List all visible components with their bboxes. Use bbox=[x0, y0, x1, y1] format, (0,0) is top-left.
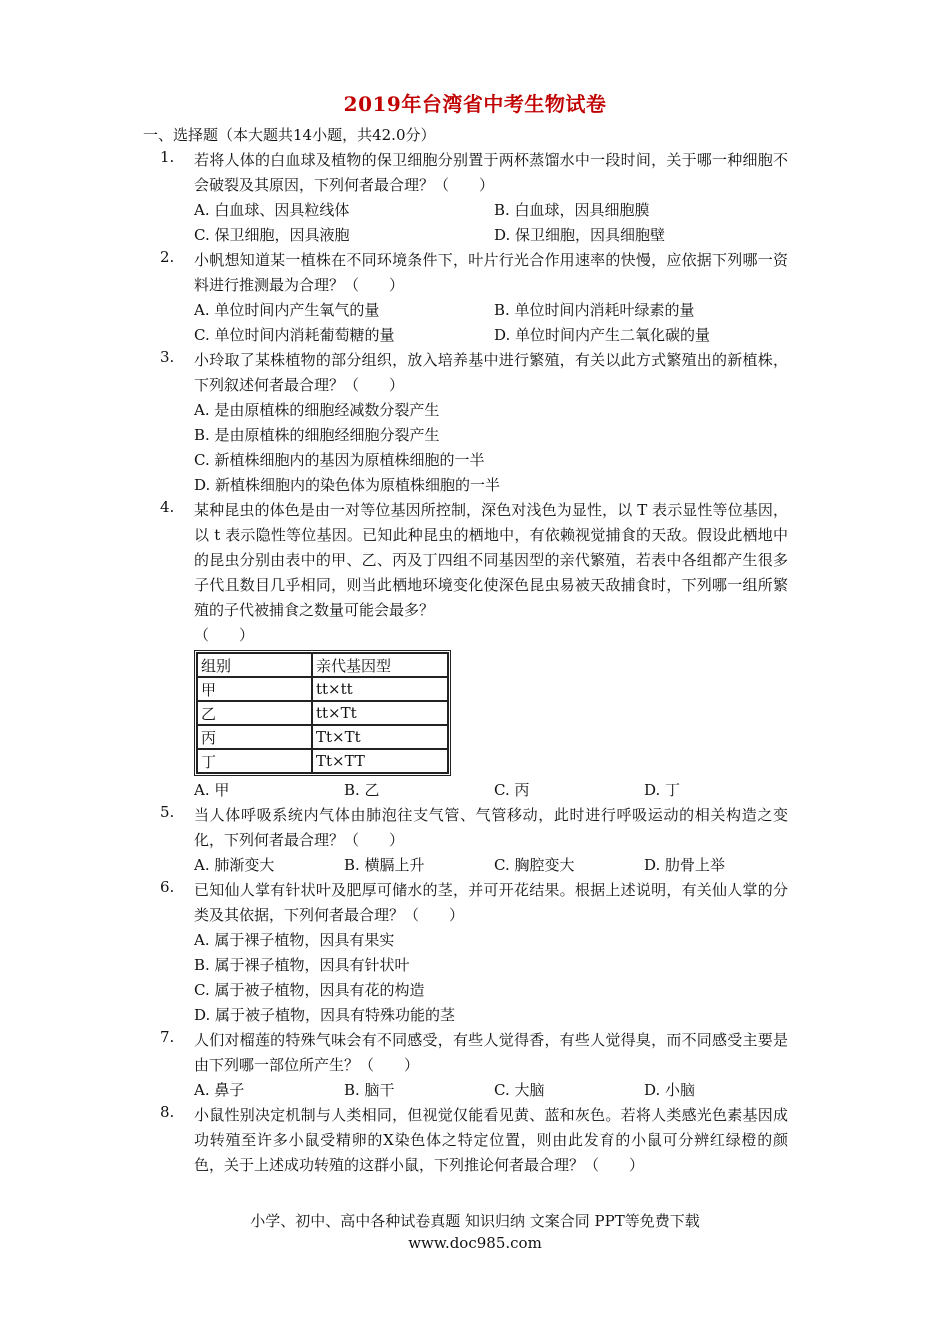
option-c: C. 胸腔变大 bbox=[494, 856, 575, 874]
question-number: 6. bbox=[160, 878, 175, 896]
option-a: A. 属于裸子植物，因具有果实 bbox=[194, 931, 395, 949]
question-stem: 小鼠性别决定机制与人类相同，但视觉仅能看见黄、蓝和灰色。若将人类感光色素基因成功转殖至许多小鼠受精卵的X染色体之特定位置，则由此发育的小鼠可分辨红绿橙的颜色，关于上述成功转殖的这群小鼠，下列推论何者最合理？（ ） bbox=[194, 1106, 788, 1174]
table-header-row bbox=[197, 653, 448, 677]
option-d: D. 新植株细胞内的染色体为原植株细胞的一半 bbox=[194, 476, 501, 494]
table-row bbox=[197, 725, 448, 749]
exam-title: 2019年台湾省中考生物试卷 bbox=[343, 92, 607, 116]
table-row bbox=[197, 677, 448, 701]
table-row bbox=[197, 749, 448, 773]
option-c: C. 单位时间内消耗葡萄糖的量 bbox=[194, 326, 395, 344]
option-b: B. 白血球，因具细胞膜 bbox=[494, 201, 650, 219]
options-row bbox=[194, 778, 788, 803]
question-number: 3. bbox=[160, 348, 175, 366]
option-a: A. 是由原植株的细胞经减数分裂产生 bbox=[194, 401, 440, 419]
table-cell: tt×Tt bbox=[312, 701, 448, 725]
option-a: A. 鼻子 bbox=[194, 1081, 245, 1099]
question-stem: 当人体呼吸系统内气体由肺泡往支气管、气管移动，此时进行呼吸运动的相关构造之变化，下列何者最合理？（ ） bbox=[194, 806, 788, 849]
options-grid bbox=[194, 298, 788, 348]
question-number: 2. bbox=[160, 248, 175, 266]
table-cell: 丙 bbox=[197, 725, 312, 749]
table-cell: 丁 bbox=[197, 749, 312, 773]
option-b: B. 脑干 bbox=[344, 1081, 395, 1099]
page-footer bbox=[0, 1210, 950, 1254]
question-stem: 某种昆虫的体色是由一对等位基因所控制，深色对浅色为显性，以 T 表示显性等位基因，以 t 表示隐性等位基因。已知此种昆虫的栖地中，有依赖视觉捕食的天敌。假设此栖地中的昆虫分别由表中的甲、乙、丙及丁四组不同基因型的亲代繁殖，若表中各组都产生很多子代且数目几乎相同，则当此栖地环境变化使深色昆虫易被天敌捕食时，下列哪一组所繁殖的子代被捕食之数量可能会最多？ bbox=[194, 501, 788, 619]
question-3 bbox=[160, 348, 788, 498]
table-header: 组别 bbox=[197, 653, 312, 677]
option-d: D. 小脑 bbox=[644, 1081, 696, 1099]
option-d: D. 丁 bbox=[644, 781, 681, 799]
option-b: B. 横膈上升 bbox=[344, 856, 425, 874]
options-row bbox=[194, 1078, 788, 1103]
option-b: B. 乙 bbox=[344, 781, 380, 799]
question-stem: 已知仙人掌有针状叶及肥厚可储水的茎，并可开花结果。根据上述说明，有关仙人掌的分类及其依据，下列何者最合理？（ ） bbox=[194, 881, 788, 924]
table-cell: Tt×TT bbox=[312, 749, 448, 773]
option-c: C. 保卫细胞，因具液胞 bbox=[194, 226, 350, 244]
option-b: B. 是由原植株的细胞经细胞分裂产生 bbox=[194, 426, 440, 444]
question-number: 8. bbox=[160, 1103, 175, 1121]
option-a: A. 白血球、因具粒线体 bbox=[194, 201, 350, 219]
question-6 bbox=[160, 878, 788, 1028]
option-b: B. 属于裸子植物，因具有针状叶 bbox=[194, 956, 410, 974]
option-c: C. 丙 bbox=[494, 781, 530, 799]
question-list bbox=[160, 148, 788, 1178]
table-cell: Tt×Tt bbox=[312, 725, 448, 749]
option-a: A. 单位时间内产生氧气的量 bbox=[194, 301, 380, 319]
table-cell: 乙 bbox=[197, 701, 312, 725]
option-d: D. 肋骨上举 bbox=[644, 856, 726, 874]
question-stem: 小玲取了某株植物的部分组织，放入培养基中进行繁殖，有关以此方式繁殖出的新植株，下列叙述何者最合理？（ ） bbox=[194, 351, 788, 394]
question-stem: 小帆想知道某一植株在不同环境条件下，叶片行光合作用速率的快慢，应依据下列哪一资料进行推测最为合理？（ ） bbox=[194, 251, 788, 294]
option-c: C. 属于被子植物，因具有花的构造 bbox=[194, 981, 425, 999]
question-number: 5. bbox=[160, 803, 175, 821]
option-a: A. 肺渐变大 bbox=[194, 856, 275, 874]
footer-website-link[interactable]: www.doc985.com bbox=[408, 1234, 542, 1252]
option-d: D. 保卫细胞，因具细胞壁 bbox=[494, 226, 666, 244]
table-cell: 甲 bbox=[197, 677, 312, 701]
option-b: B. 单位时间内消耗叶绿素的量 bbox=[494, 301, 695, 319]
question-4 bbox=[160, 498, 788, 803]
question-2 bbox=[160, 248, 788, 348]
option-d: D. 属于被子植物，因具有特殊功能的茎 bbox=[194, 1006, 456, 1024]
question-7 bbox=[160, 1028, 788, 1103]
question-number: 1. bbox=[160, 148, 175, 166]
question-8 bbox=[160, 1103, 788, 1178]
question-5 bbox=[160, 803, 788, 878]
question-1 bbox=[160, 148, 788, 248]
options-row bbox=[194, 853, 788, 878]
genotype-table bbox=[194, 650, 451, 776]
question-stem: 人们对榴莲的特殊气味会有不同感受，有些人觉得香，有些人觉得臭，而不同感受主要是由下列哪一部位所产生？（ ） bbox=[194, 1031, 788, 1074]
table-header: 亲代基因型 bbox=[312, 653, 448, 677]
question-number: 7. bbox=[160, 1028, 175, 1046]
option-c: C. 大脑 bbox=[494, 1081, 545, 1099]
section-heading: 一、选择题（本大题共14小题，共42.0分） bbox=[143, 126, 436, 144]
table-cell: tt×tt bbox=[312, 677, 448, 701]
table-row bbox=[197, 701, 448, 725]
option-c: C. 新植株细胞内的基因为原植株细胞的一半 bbox=[194, 451, 485, 469]
question-number: 4. bbox=[160, 498, 175, 516]
option-a: A. 甲 bbox=[194, 781, 230, 799]
options-grid bbox=[194, 198, 788, 248]
option-d: D. 单位时间内产生二氧化碳的量 bbox=[494, 326, 711, 344]
question-stem: 若将人体的白血球及植物的保卫细胞分别置于两杯蒸馏水中一段时间，关于哪一种细胞不会破裂及其原因，下列何者最合理？（ ） bbox=[194, 151, 788, 194]
answer-paren: （ ） bbox=[194, 626, 255, 644]
footer-promo-text: 小学、初中、高中各种试卷真题 知识归纳 文案合同 PPT等免费下载 bbox=[250, 1212, 700, 1230]
